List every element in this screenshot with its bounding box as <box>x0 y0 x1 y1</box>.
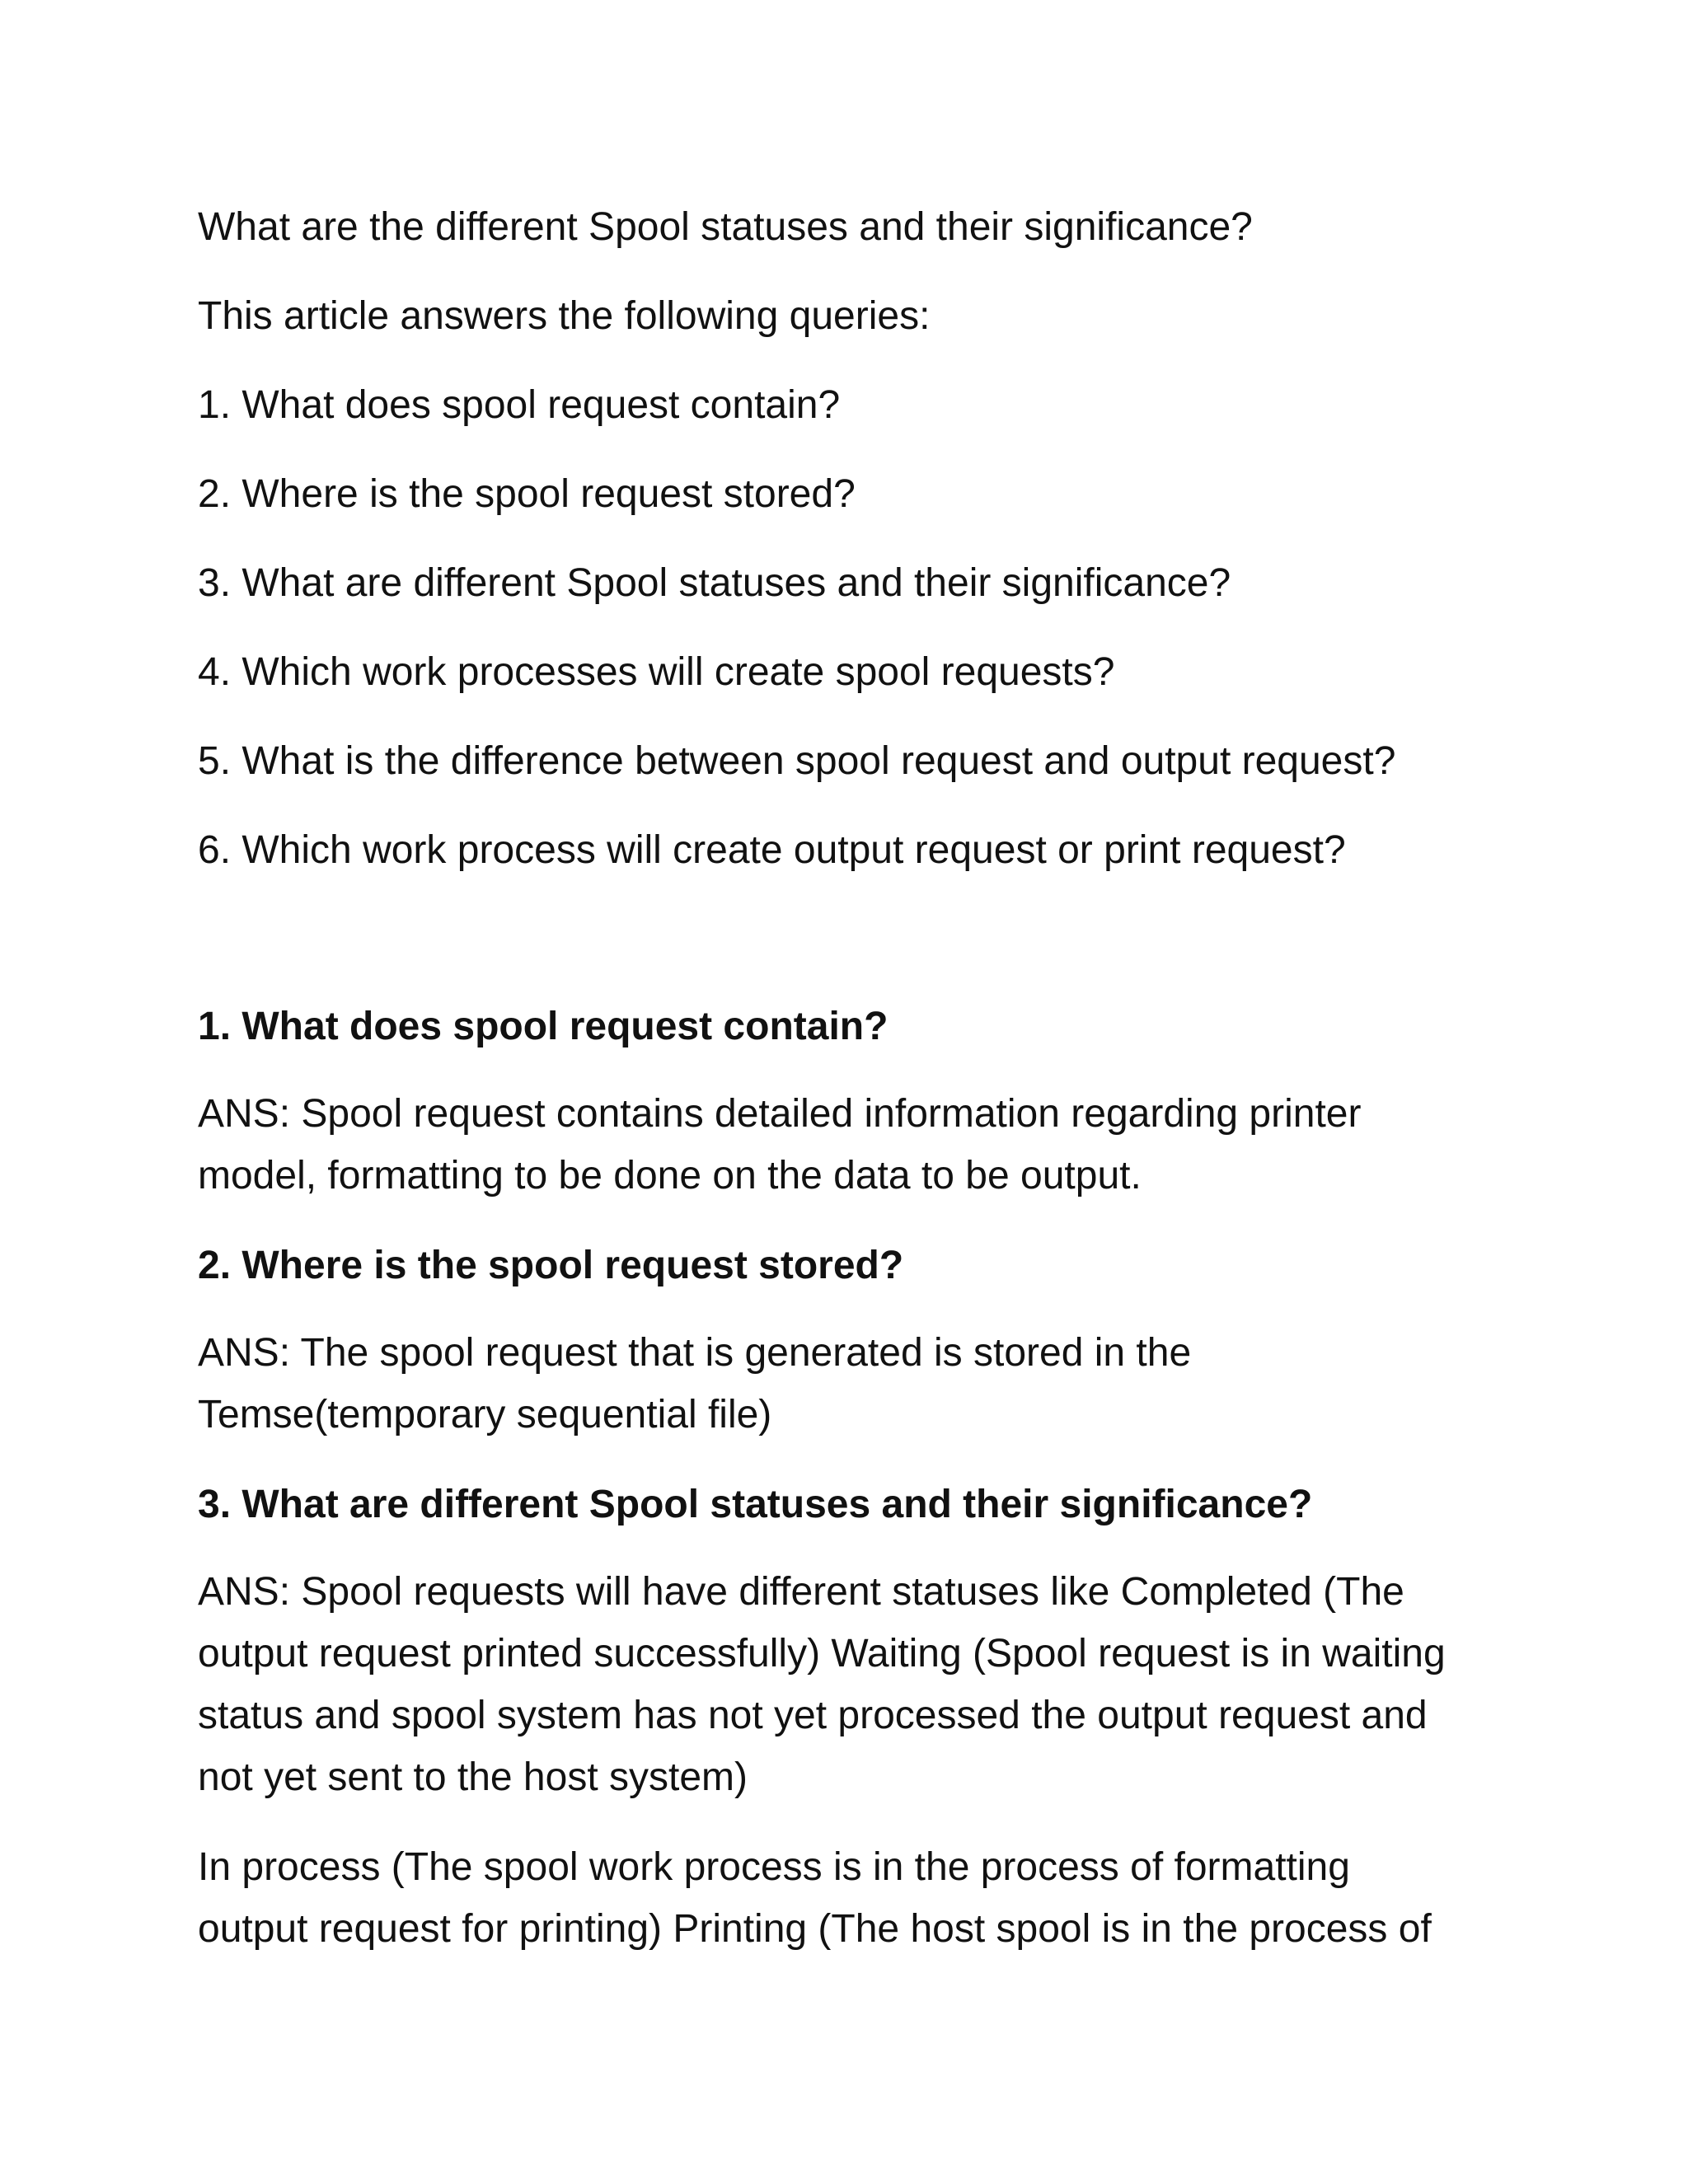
document-title: What are the different Spool statuses and their significance? <box>198 205 1253 249</box>
answer-line: output request for printing) Printing (The host spool is in the process of <box>198 1907 1432 1951</box>
document-page <box>198 196 1533 1988</box>
section-answer <box>198 1083 1533 1207</box>
section-spacer <box>198 908 1533 996</box>
section-1 <box>198 996 1533 1207</box>
query-item: 2. Where is the spool request stored? <box>198 472 856 516</box>
answer-line: model, formatting to be done on the data to be output. <box>198 1154 1142 1197</box>
answer-line: output request printed successfully) Waiting (Spool request is in waiting <box>198 1632 1446 1675</box>
answer-line: In process (The spool work process is in the process of formatting <box>198 1845 1350 1889</box>
query-item: 5. What is the difference between spool request and output request? <box>198 739 1396 783</box>
section-heading: 2. Where is the spool request stored? <box>198 1244 904 1287</box>
intro-text: This article answers the following queries: <box>198 294 931 338</box>
answer-line: ANS: The spool request that is generated is stored in the <box>198 1331 1192 1375</box>
query-item: 1. What does spool request contain? <box>198 383 841 427</box>
section-answer-continuation <box>198 1836 1533 1960</box>
answer-line: ANS: Spool requests will have different statuses like Completed (The <box>198 1570 1404 1614</box>
query-item: 6. Which work process will create output request or print request? <box>198 828 1346 872</box>
section-3 <box>198 1474 1533 1960</box>
section-heading: 1. What does spool request contain? <box>198 1005 889 1048</box>
answer-line: Temse(temporary sequential file) <box>198 1393 772 1436</box>
section-answer <box>198 1561 1533 1808</box>
query-item: 3. What are different Spool statuses and their significance? <box>198 561 1231 605</box>
query-list <box>198 374 1533 882</box>
answer-line: ANS: Spool request contains detailed information regarding printer <box>198 1092 1362 1136</box>
section-heading: 3. What are different Spool statuses and their significance? <box>198 1483 1313 1526</box>
section-2 <box>198 1235 1533 1446</box>
answer-line: status and spool system has not yet processed the output request and <box>198 1694 1428 1737</box>
answer-line: not yet sent to the host system) <box>198 1755 748 1799</box>
section-answer <box>198 1322 1533 1446</box>
query-item: 4. Which work processes will create spool requests? <box>198 650 1115 694</box>
